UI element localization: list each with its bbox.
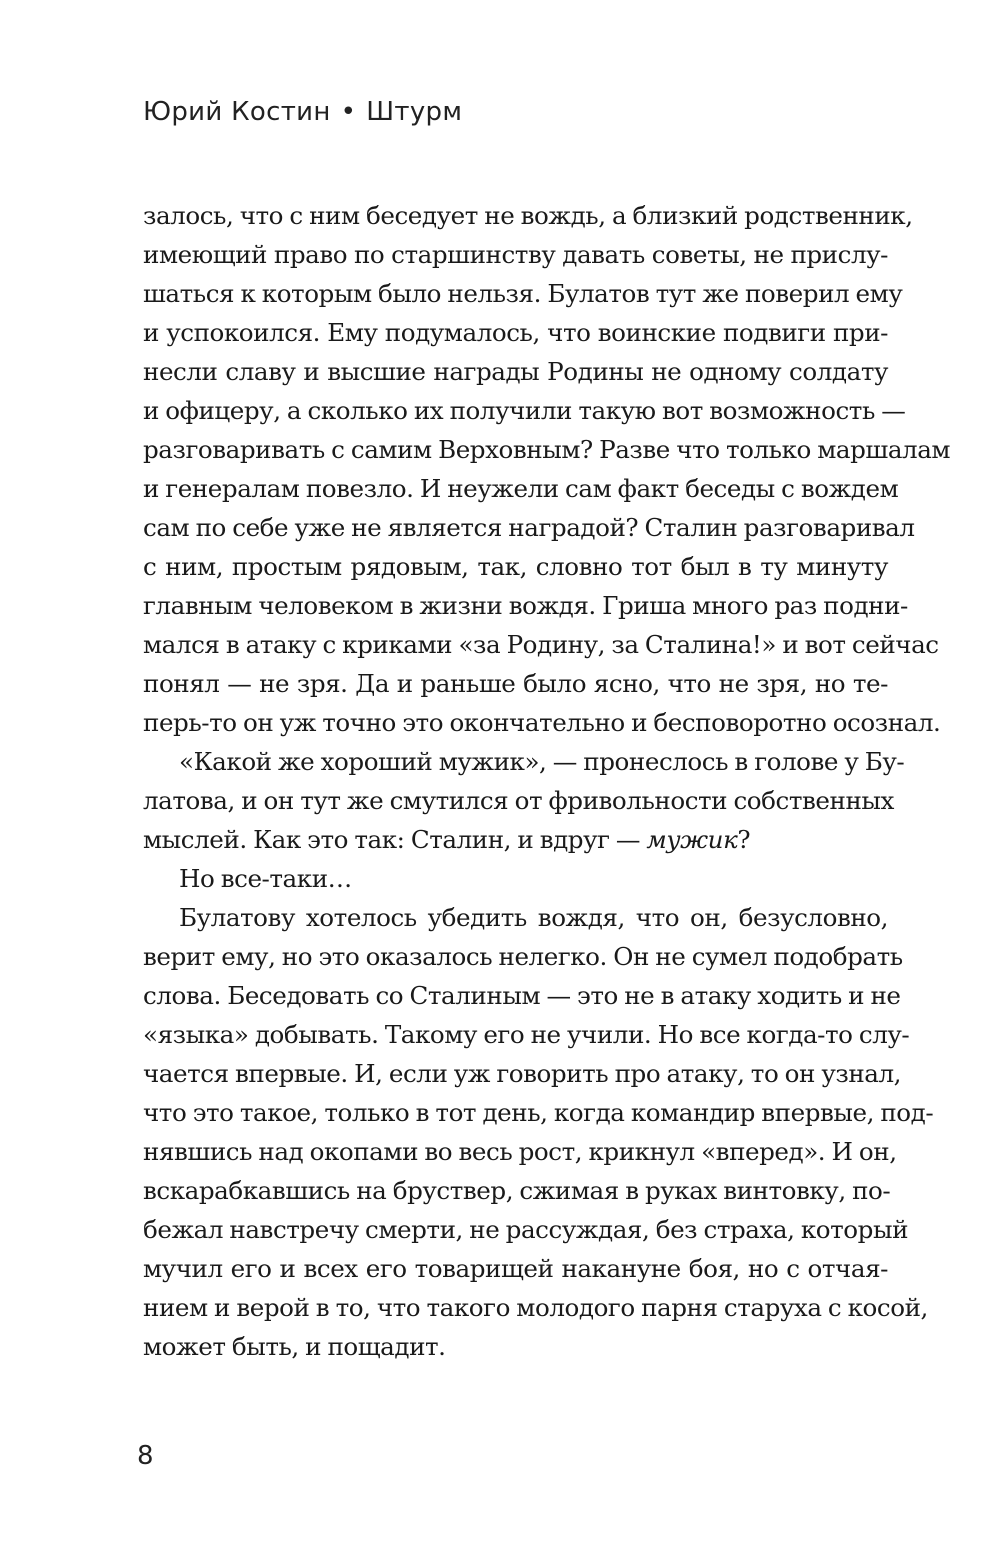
text-line: вскарабкавшись на бруствер, сжимая в руках винтовку, по- [143, 1176, 891, 1205]
text-segment: ? [737, 825, 751, 854]
running-head-author: Юрий Костин [143, 97, 331, 127]
text-line: понял — не зря. Да и раньше было ясно, что не зря, но те- [143, 669, 888, 698]
text-line: «языка» добывать. Такому его не учили. Но все когда-то слу- [143, 1020, 910, 1049]
text-line: что это такое, только в тот день, когда командир впервые, под- [143, 1098, 934, 1127]
text-line: Но все-таки… [179, 864, 352, 893]
text-line: бежал навстречу смерти, не рассуждая, без страха, который [143, 1215, 909, 1244]
text-line: и успокоился. Ему подумалось, что воинские подвиги при- [143, 318, 888, 347]
text-line: с ним, простым рядовым, так, словно тот был в ту минуту [143, 552, 888, 581]
text-line: главным человеком в жизни вождя. Гриша много раз подни- [143, 591, 908, 620]
text-line: перь-то он уж точно это окончательно и бесповоротно осознал. [143, 708, 941, 737]
body-text [143, 196, 951, 1366]
text-line: имеющий право по старшинству давать советы, не прислу- [143, 240, 888, 269]
text-line: нием и верой в то, что такого молодого парня старуха с косой, [143, 1293, 928, 1322]
text-line: латова, и он тут же смутился от фривольности собственных [143, 786, 894, 815]
page-number: 8 [137, 1441, 154, 1471]
text-line: и генералам повезло. И неужели сам факт беседы с вождем [143, 474, 899, 503]
text-line: мучил его и всех его товарищей накануне боя, но с отчая- [143, 1254, 888, 1283]
text-line: слова. Беседовать со Сталиным — это не в атаку ходить и не [143, 981, 901, 1010]
text-line: и офицеру, а сколько их получили такую вот возможность — [143, 396, 906, 425]
text-line: шаться к которым было нельзя. Булатов тут же поверил ему [143, 279, 903, 308]
text-line: сам по себе уже не является наградой? Сталин разговаривал [143, 513, 915, 542]
text-line [143, 820, 888, 859]
running-head-separator: • [340, 97, 357, 127]
running-head [143, 92, 462, 132]
text-line: чается впервые. И, если уж говорить про атаку, то он узнал, [143, 1059, 902, 1088]
text-segment: мыслей. Как это так: Сталин, и вдруг — [143, 825, 647, 854]
text-line: нявшись над окопами во весь рост, крикнул «вперед». И он, [143, 1137, 897, 1166]
running-head-title: Штурм [366, 97, 463, 127]
text-line: разговаривать с самим Верховным? Разве что только маршалам [143, 435, 951, 464]
text-line: мался в атаку с криками «за Родину, за Сталина!» и вот сейчас [143, 630, 939, 659]
text-line: «Какой же хороший мужик», — пронеслось в голове у Бу- [179, 747, 905, 776]
italic-word: мужик [646, 825, 738, 854]
text-line: Булатову хотелось убедить вождя, что он, безусловно, [179, 903, 888, 932]
text-line: несли славу и высшие награды Родины не одному солдату [143, 357, 888, 386]
text-line: может быть, и пощадит. [143, 1332, 446, 1361]
text-line: верит ему, но это оказалось нелегко. Он не сумел подобрать [143, 942, 903, 971]
text-line: залось, что с ним беседует не вождь, а близкий родственник, [143, 201, 913, 230]
